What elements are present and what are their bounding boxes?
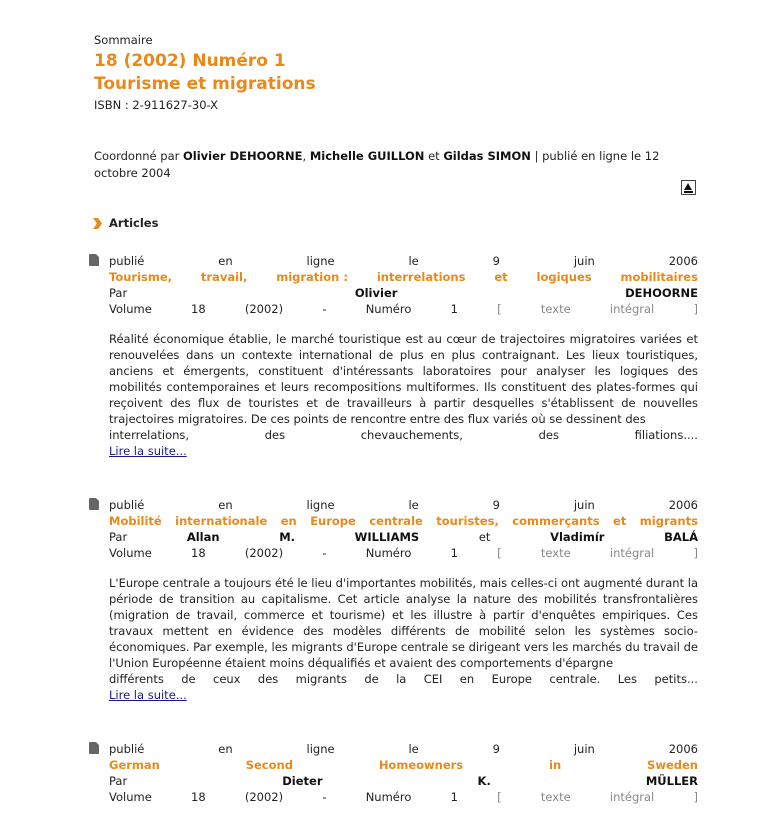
- article-volume-info: Volume 18 (2002) - Numéro 1 [ texte intégral ]: [109, 546, 698, 560]
- coord-prefix: Coordonné par: [94, 149, 180, 163]
- article-abstract: Réalité économique établie, le marché touristique est au cœur de trajectoires migratoires variées et renouvelées dans un contexte international de plus en plus contraignant. Les lieux touristiques, anciens et émergents, constituent d'intéressants laboratoires pour analyser les logiques des mobilités contemporaines et leurs recompositions multiformes. Ils constituent des plates-formes qui reçoivent des flux de touristes et de travailleurs à partir desquelles s'établissent de nouvelles trajectoires migratoires. De ces points de rencontre entre des flux variés où se dessinent des interrelations, des chevauchements, des filiations....: [109, 332, 698, 442]
- article-publication-date: publié en ligne le 9 juin 2006: [109, 254, 698, 268]
- article-title-link[interactable]: Tourisme, travail, migration : interrelations et logiques mobilitaires: [109, 270, 698, 284]
- isbn: ISBN : 2-911627-30-X: [94, 98, 218, 112]
- article-volume-info: Volume 18 (2002) - Numéro 1 [ texte intégral ]: [109, 790, 698, 804]
- article-item: [109, 497, 698, 703]
- publication-date: | publié en ligne le 12: [534, 149, 660, 163]
- document-icon: [89, 742, 99, 754]
- read-more-link[interactable]: Lire la suite...: [109, 688, 187, 702]
- issue-theme: Tourisme et migrations: [94, 74, 316, 94]
- back-to-top-button[interactable]: [681, 180, 696, 195]
- article-volume-info: Volume 18 (2002) - Numéro 1 [ texte intégral ]: [109, 302, 698, 316]
- document-icon: [89, 254, 99, 266]
- article-item: [109, 741, 698, 805]
- coordination-line: Coordonné par Olivier DEHOORNE, Michelle GUILLON et Gildas SIMON | publié en ligne le 12 octobre 2004: [94, 149, 660, 180]
- article-authors: Par Olivier DEHOORNE: [109, 286, 698, 300]
- article-publication-date: publié en ligne le 9 juin 2006: [109, 498, 698, 512]
- issue-number: 18 (2002) Numéro 1: [94, 51, 286, 71]
- read-more-link[interactable]: Lire la suite...: [109, 444, 187, 458]
- article-title-link[interactable]: Mobilité internationale en Europe centrale touristes, commerçants et migrants: [109, 514, 698, 528]
- document-icon: [89, 498, 99, 510]
- publication-date-cont: octobre 2004: [94, 166, 171, 180]
- arrow-up-icon: [684, 183, 692, 190]
- article-title-link[interactable]: German Second Homeowners in Sweden: [109, 758, 698, 772]
- article-item: [109, 253, 698, 459]
- article-authors: Par Dieter K. MÜLLER: [109, 774, 698, 788]
- editor-name[interactable]: Olivier DEHOORNE: [183, 149, 303, 163]
- page-kicker: Sommaire: [94, 33, 153, 47]
- editor-name[interactable]: Michelle GUILLON: [309, 149, 425, 163]
- article-abstract: L'Europe centrale a toujours été le lieu d'importantes mobilités, mais celles-ci ont augmenté durant la période de transition au capitalisme. Cet article analyse la nature des mobilités transfrontalières (migration de travail, commerce et tourisme) et les illustre à partir d'enquêtes empiriques. Ces travaux mettent en évidence des modèles différents de mobilité selon les systèmes socio-économiques. Par exemple, les migrants d'Europe centrale se dirigeant vers les marchés du travail de l'Union Européenne étaient moins déqualifiés et avaient des comportements d'épargne différents de ceux des migrants de la CEI en Europe centrale. Les petits...: [109, 576, 698, 686]
- editor-name[interactable]: Gildas SIMON: [443, 149, 531, 163]
- article-authors: Par Allan M. WILLIAMS et Vladimír BALÁ: [109, 530, 698, 544]
- article-publication-date: publié en ligne le 9 juin 2006: [109, 742, 698, 756]
- issue-title: [94, 50, 316, 96]
- orange-arrow-icon: [93, 218, 102, 229]
